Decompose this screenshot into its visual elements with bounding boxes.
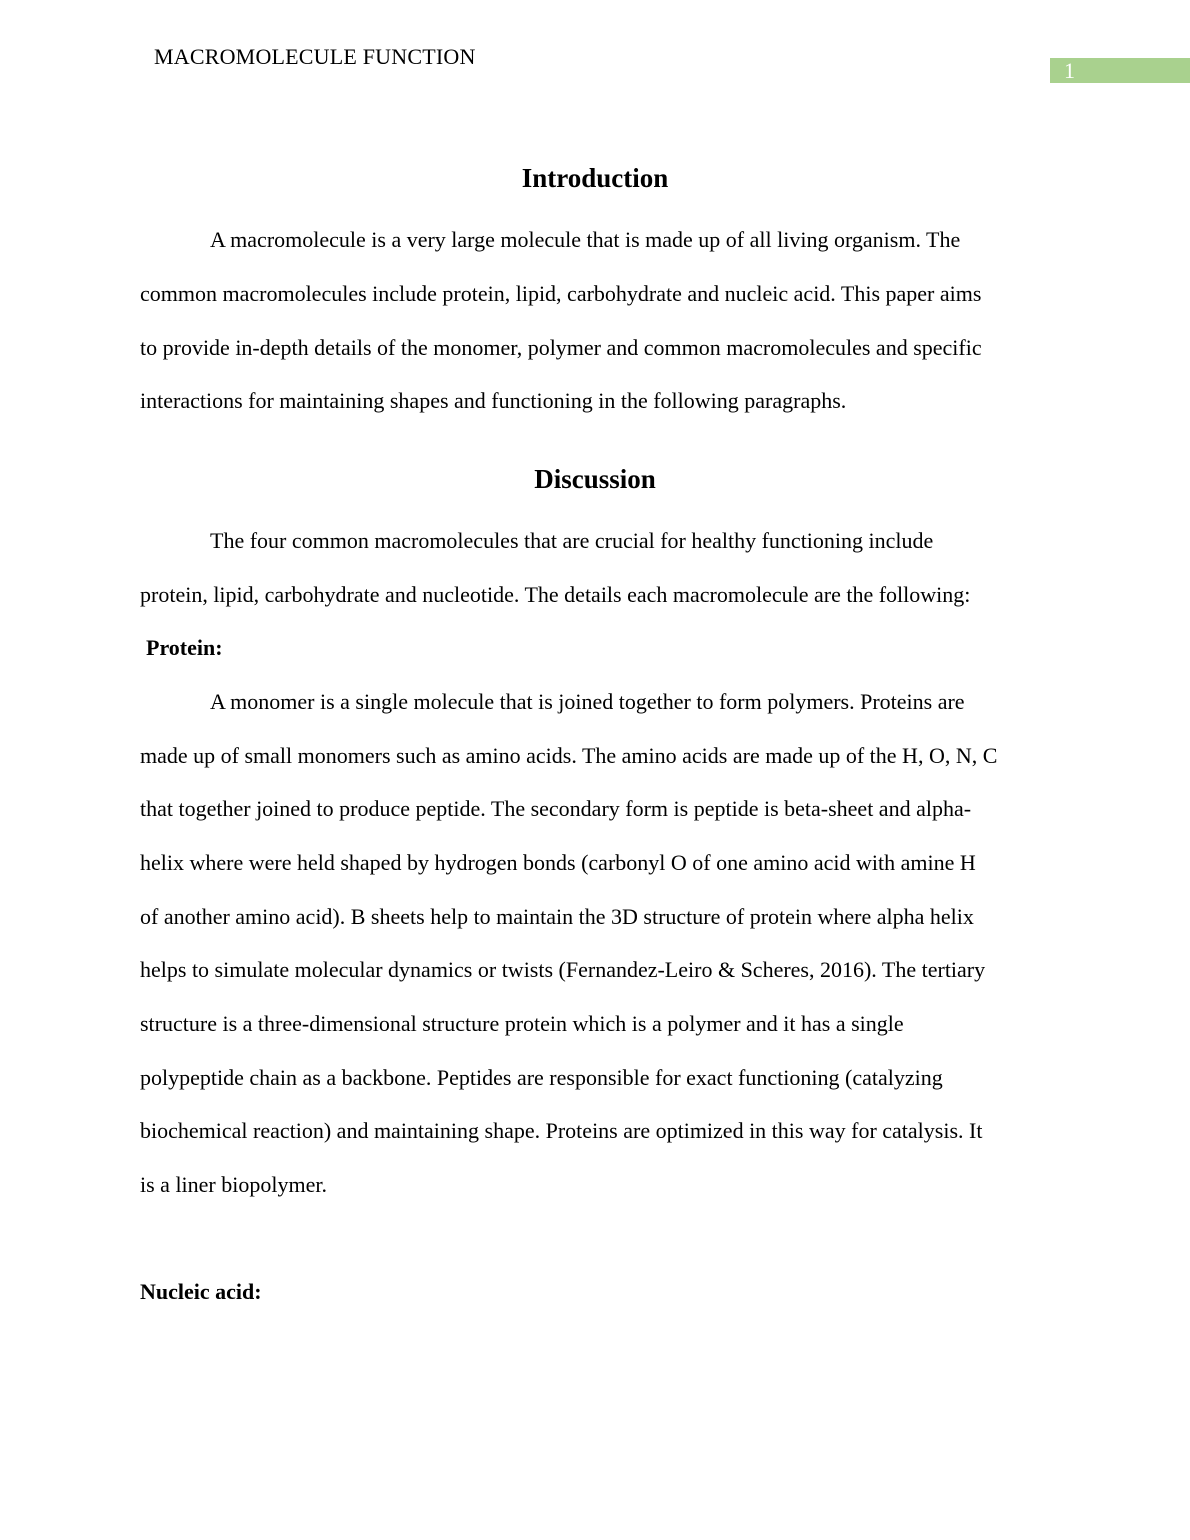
intro-line: common macromolecules include protein, lipid, carbohydrate and nucleic acid. This paper aims xyxy=(140,281,982,306)
protein-line: biochemical reaction) and maintaining shape. Proteins are optimized in this way for catalysis. It xyxy=(140,1118,983,1143)
protein-line: of another amino acid). B sheets help to maintain the 3D structure of protein where alpha helix xyxy=(140,904,974,929)
protein-line: helps to simulate molecular dynamics or twists (Fernandez-Leiro & Scheres, 2016). The tertiary xyxy=(140,957,986,982)
page-number: 1 xyxy=(1064,58,1075,83)
protein-line: that together joined to produce peptide. The secondary form is peptide is beta-sheet and alpha- xyxy=(140,796,972,821)
protein-line: is a liner biopolymer. xyxy=(140,1172,327,1197)
intro-line: interactions for maintaining shapes and functioning in the following paragraphs. xyxy=(140,388,847,413)
introduction-heading: Introduction xyxy=(521,163,669,193)
protein-line: polypeptide chain as a backbone. Peptides are responsible for exact functioning (catalyzing xyxy=(140,1065,943,1090)
protein-line: made up of small monomers such as amino acids. The amino acids are made up of the H, O, N, C xyxy=(140,743,998,768)
discussion-heading: Discussion xyxy=(534,464,656,494)
running-head: MACROMOLECULE FUNCTION xyxy=(154,44,476,69)
protein-line: structure is a three-dimensional structure protein which is a polymer and it has a single xyxy=(140,1011,904,1036)
intro-line: to provide in-depth details of the monomer, polymer and common macromolecules and specific xyxy=(140,335,982,360)
intro-line: A macromolecule is a very large molecule that is made up of all living organism. The xyxy=(210,227,961,252)
page-number-badge xyxy=(1050,58,1190,83)
protein-line: A monomer is a single molecule that is joined together to form polymers. Proteins are xyxy=(210,689,965,714)
protein-subheading: Protein: xyxy=(146,635,223,660)
discussion-line: protein, lipid, carbohydrate and nucleotide. The details each macromolecule are the following: xyxy=(140,582,971,607)
protein-line: helix where were held shaped by hydrogen bonds (carbonyl O of one amino acid with amine H xyxy=(140,850,976,875)
nucleic-acid-subheading: Nucleic acid: xyxy=(140,1279,262,1304)
discussion-line: The four common macromolecules that are crucial for healthy functioning include xyxy=(210,528,934,553)
